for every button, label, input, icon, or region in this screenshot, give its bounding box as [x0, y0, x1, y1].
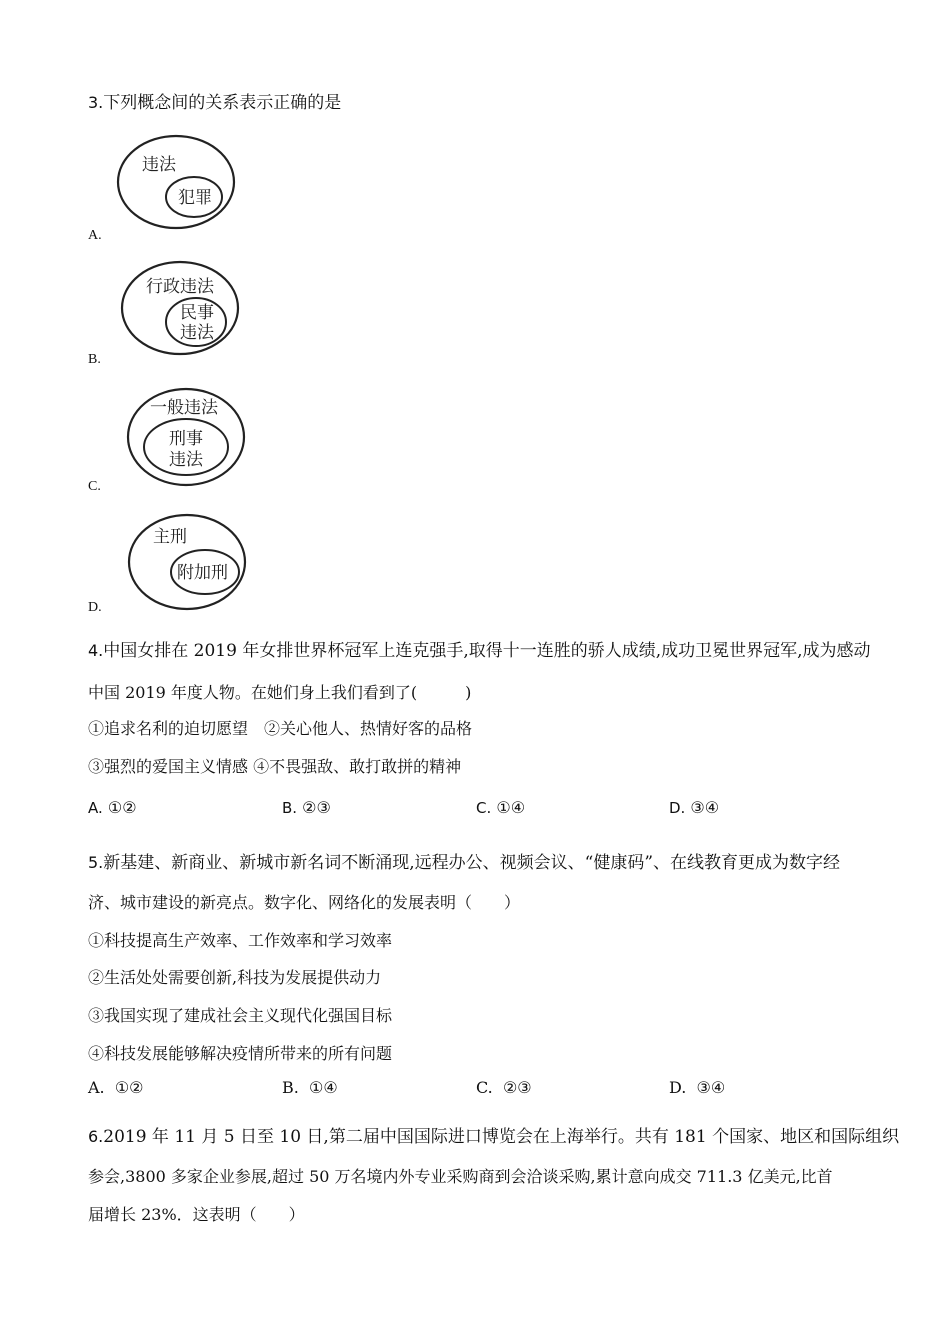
question-4-choice-b[interactable]: [282, 798, 331, 817]
question-number: 6.: [88, 1127, 104, 1146]
question-4-item-1: ①追求名利的迫切愿望 ②关心他人、热情好客的品格: [88, 719, 473, 738]
choice-value: ①②: [107, 798, 137, 817]
option-d-label[interactable]: D.: [88, 600, 102, 615]
choice-key: A.: [88, 799, 103, 817]
question-5-item-2: ②生活处处需要创新,科技为发展提供动力: [88, 968, 382, 987]
inner-label-line2: 违法: [180, 323, 214, 343]
inner-label-line2: 违法: [169, 450, 203, 470]
inner-label: 附加刑: [177, 563, 228, 583]
inner-label: 犯罪: [178, 188, 212, 208]
outer-label: 主刑: [153, 527, 187, 547]
choice-key: D.: [669, 1078, 687, 1097]
question-3-stem: [88, 88, 341, 113]
outer-circle: [129, 515, 245, 609]
question-5-choice-c[interactable]: [476, 1078, 532, 1097]
choice-value: ①④: [496, 798, 526, 817]
question-number: 3.: [88, 93, 104, 112]
choice-value: ②③: [502, 1078, 532, 1097]
choice-key: B.: [282, 1078, 299, 1097]
inner-label-line1: 民事: [180, 303, 214, 323]
question-text-line1: 中国女排在 2019 年女排世界杯冠军上连克强手,取得十一连胜的骄人成绩,成功卫冕世界冠军,成为感动: [103, 641, 871, 661]
question-6-stem-line3: 届增长 23%．这表明（ ）: [88, 1205, 305, 1224]
question-number: 4.: [88, 641, 104, 660]
choice-key: B.: [282, 799, 298, 817]
question-5-stem-line2: 济、城市建设的新亮点。数字化、网络化的发展表明（ ）: [88, 893, 521, 912]
option-a-label[interactable]: A.: [88, 228, 102, 243]
venn-diagram-a: [116, 134, 241, 234]
question-4-choice-d[interactable]: [669, 798, 719, 817]
question-4-item-2: ③强烈的爱国主义情感 ④不畏强敌、敢打敢拼的精神: [88, 757, 462, 776]
question-4-stem: [88, 636, 871, 661]
question-4-choice-a[interactable]: [88, 798, 137, 817]
outer-label: 违法: [142, 155, 176, 175]
question-5-item-3: ③我国实现了建成社会主义现代化强国目标: [88, 1006, 393, 1025]
question-5-choice-d[interactable]: [669, 1078, 725, 1097]
question-4-stem-line2: 中国 2019 年度人物。在她们身上我们看到了( ): [88, 683, 472, 702]
question-number: 5.: [88, 853, 104, 872]
choice-value: ②③: [302, 798, 331, 817]
choice-key: C.: [476, 799, 492, 817]
choice-value: ①④: [309, 1078, 338, 1097]
question-6-stem-line2: 参会,3800 多家企业参展,超过 50 万名境内外专业采购商到会洽谈采购,累计意向成交 711.3 亿美元,比首: [88, 1167, 833, 1186]
question-4-choice-c[interactable]: [476, 798, 525, 817]
option-b-label[interactable]: B.: [88, 352, 101, 367]
question-5-stem: [88, 848, 840, 873]
choice-value: ③④: [696, 1078, 726, 1097]
choice-value: ③④: [690, 798, 720, 817]
question-5-item-4: ④科技发展能够解决疫情所带来的所有问题: [88, 1044, 393, 1063]
question-text-line1: 新基建、新商业、新城市新名词不断涌现,远程办公、视频会议、“健康码”、在线教育更成为数字经: [103, 853, 841, 873]
outer-label: 一般违法: [150, 398, 218, 418]
venn-diagram-c: [124, 385, 249, 490]
question-6-stem: [88, 1122, 899, 1147]
choice-key: A.: [88, 1078, 105, 1097]
inner-label-line1: 刑事: [169, 429, 203, 449]
choice-key: D.: [669, 799, 686, 817]
outer-label: 行政违法: [146, 277, 214, 297]
question-5-item-1: ①科技提高生产效率、工作效率和学习效率: [88, 931, 393, 950]
venn-diagram-d: [125, 512, 250, 614]
question-text-line1: 2019 年 11 月 5 日至 10 日,第二届中国国际进口博览会在上海举行。共有 181 个国家、地区和国际组织: [103, 1127, 900, 1147]
choice-key: C.: [476, 1078, 493, 1097]
question-text: 下列概念间的关系表示正确的是: [103, 93, 342, 113]
question-5-choice-a[interactable]: [88, 1078, 144, 1097]
choice-value: ①②: [114, 1078, 144, 1097]
option-c-label[interactable]: C.: [88, 479, 101, 494]
venn-diagram-b: [118, 258, 243, 358]
question-5-choice-b[interactable]: [282, 1078, 338, 1097]
